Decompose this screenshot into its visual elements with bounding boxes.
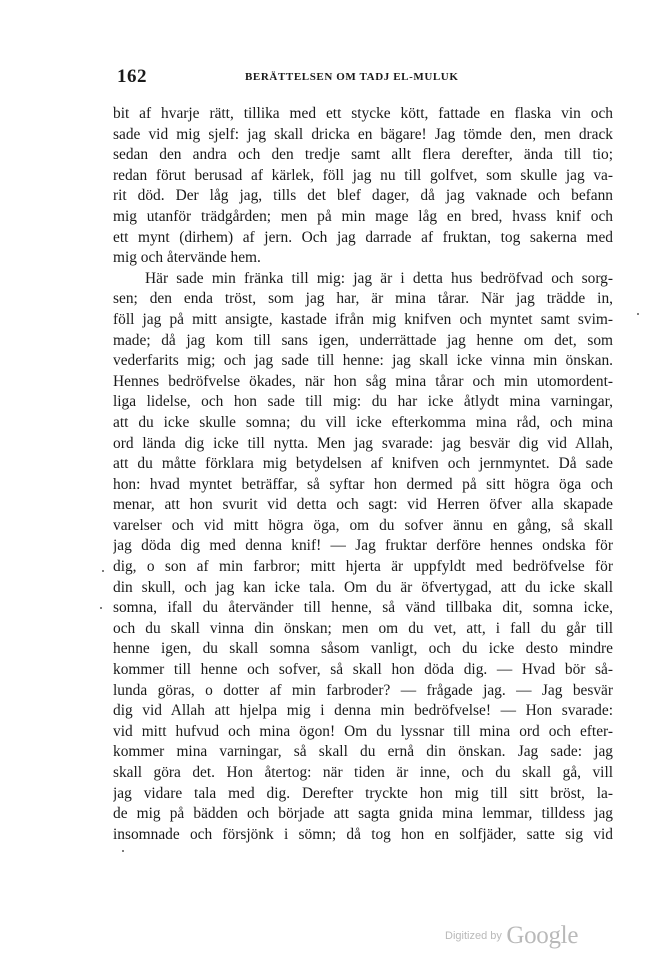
- text-line: mig och återvände hem.: [113, 249, 261, 267]
- page-number: 162: [117, 66, 147, 87]
- text-line: att du icke skulle somna; du vill icke efterkomma mina råd, och mina: [113, 413, 613, 431]
- page-header: [117, 66, 617, 96]
- digitized-watermark: [445, 922, 578, 950]
- text-line: menar, att hon svurit vid detta och sagt: vid Herren öfver alla skapade: [113, 496, 613, 514]
- scan-speck: [102, 570, 104, 572]
- text-line: bit af hvarje rätt, tillika med ett stycke kött, fattade en flaska vin och: [113, 105, 613, 122]
- text-line: sedan den andra och den tredje samt allt flera derefter, ända till tio;: [113, 146, 613, 164]
- text-line: Här sade min fränka till mig: jag är i detta hus bedröfvad och sorg-: [145, 269, 613, 287]
- text-line: varelser och vid mitt högra öga, om du sofver ännu en gång, så skall: [113, 516, 613, 534]
- text-line: redan förut berusad af kärlek, föll jag nu till golfvet, som skulle jag va-: [113, 166, 613, 184]
- text-line: skall göra det. Hon återtog: när tiden är inne, och du skall gå, vill: [113, 764, 613, 781]
- google-logo: Google: [506, 922, 579, 949]
- text-line: jag döda dig med denna knif! — Jag fruktar derföre hennes ondska för: [113, 537, 613, 555]
- text-line: insomnade och försjönk i sömn; då tog hon en solfjäder, satte sig vid: [113, 825, 613, 843]
- body-text: [113, 104, 613, 845]
- text-line: ett mynt (dirhem) af jern. Och jag darrade af fruktan, tog sakerna med: [113, 228, 613, 246]
- text-line: att du måtte förklara mig betydelsen af knifven och jernmyntet. Då sade: [113, 455, 613, 473]
- text-line: de mig på bädden och började att sagta gnida mina lemmar, tilldess jag: [113, 805, 613, 823]
- running-head: BERÄTTELSEN OM TADJ EL-MULUK: [245, 71, 459, 83]
- watermark-prefix: Digitized by: [445, 930, 502, 942]
- text-line: henne igen, du skall somna såsom vanligt, och du icke desto mindre: [113, 640, 613, 658]
- text-line: somna, ifall du återvänder till henne, så vänd tillbaka dit, somna icke,: [113, 599, 613, 617]
- text-line: liga lidelse, och hon sade till mig: du har icke åtlydt mina varningar,: [113, 393, 613, 411]
- text-line: lunda göras, o dotter af min farbroder? — frågade jag. — Jag besvär: [113, 681, 613, 699]
- text-line: kommer mina varningar, så skall du ernå din önskan. Jag sade: jag: [113, 743, 613, 761]
- text-line: rit död. Der låg jag, tills det blef dager, då jag vaknade och befann: [113, 187, 613, 205]
- text-line: ord lända dig icke till nytta. Men jag svarade: jag besvär dig vid Allah,: [113, 434, 613, 452]
- text-line: Hennes bedröfvelse ökades, när hon såg mina tårar och min utomordent-: [113, 372, 613, 390]
- text-line: kommer till henne och sofver, så skall hon döda dig. — Hvad bör så-: [113, 661, 613, 679]
- text-line: mig utanför trädgården; men på min mage låg en bred, hvass knif och: [113, 207, 613, 225]
- text-line: jag vidare tala med dig. Derefter tryckte hon mig till sitt bröst, la-: [113, 784, 613, 802]
- text-line: dig, o son af min farbror; mitt hjerta är uppfyldt med bedröfvelse för: [113, 558, 613, 576]
- text-line: made; då jag kom till sans igen, underrättade jag henne om det, som: [113, 331, 613, 349]
- text-line: hon: hvad myntet beträffar, så syftar hon dermed på sitt högra öga och: [113, 475, 613, 493]
- text-line: sen; den enda tröst, som jag har, är mina tårar. När jag trädde in,: [113, 290, 613, 308]
- text-line: föll jag på mitt ansigte, kastade ifrån mig knifven och myntet samt svim-: [113, 310, 613, 328]
- scan-speck: [100, 607, 102, 609]
- text-line: din skull, och jag kan icke tala. Om du är öfvertygad, att du icke skall: [113, 578, 613, 596]
- text-line: sade vid mig sjelf: jag skall dricka en bägare! Jag tömde den, men drack: [113, 125, 613, 143]
- scan-speck: [637, 313, 639, 315]
- text-line: vederfarits mig; och jag sade till henne: jag skall icke vinna min önskan.: [113, 352, 613, 370]
- text-line: dig vid Allah att hjelpa mig i denna min bedröfvelse! — Hon svarade:: [113, 702, 613, 720]
- text-line: och du skall vinna din önskan; men om du vet, att, i fall du går till: [113, 619, 613, 637]
- text-line: vid mitt hufvud och mina ögon! Om du lyssnar till mina ord och efter-: [113, 722, 613, 740]
- scan-speck: [122, 850, 124, 852]
